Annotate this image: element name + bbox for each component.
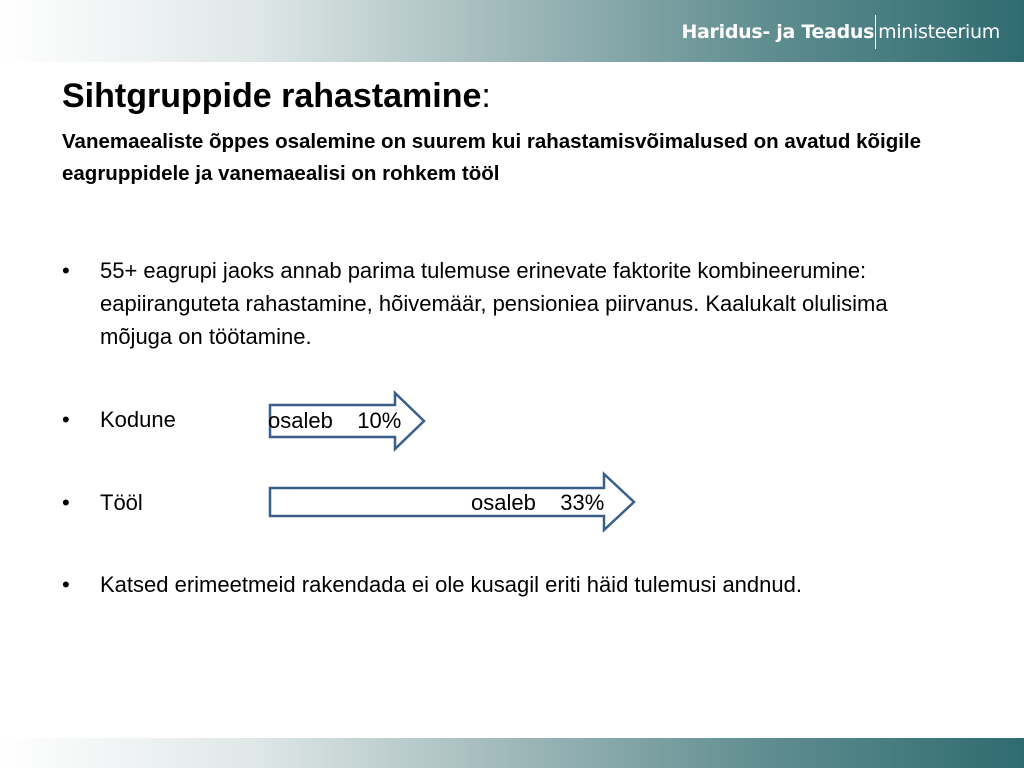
bullet-item	[62, 568, 942, 602]
tool-arrow-label: osaleb 33%	[471, 490, 605, 515]
bullet-marker: •	[62, 572, 70, 597]
logo-divider	[875, 15, 876, 49]
logo-light-text: ministeerium	[878, 21, 1000, 43]
bullet-marker: •	[62, 490, 70, 515]
bullet-item	[62, 403, 942, 437]
slide-title-colon: :	[481, 77, 491, 115]
logo-bold-text: Haridus- ja Teadus	[681, 21, 875, 43]
bullet-marker: •	[62, 407, 70, 432]
bullet-marker: •	[62, 258, 70, 283]
bullet-text: Katsed erimeetmeid rakendada ei ole kusagil eriti häid tulemusi andnud.	[100, 572, 802, 597]
kodune-arrow-label: osaleb 10%	[268, 408, 402, 433]
bullet-text: 55+ eagrupi jaoks annab parima tulemuse erinevate faktorite kombineerumine: eapiiranguteta rahastamine, hõivemäär, pensioniea piirvanus. Kaalukalt olulisima mõjuga on töötamine.	[100, 258, 888, 349]
bullet-text: Tööl	[100, 490, 143, 515]
bullet-item	[62, 254, 942, 354]
footer-band	[0, 738, 1024, 768]
slide-title	[62, 74, 491, 118]
slide-title-text: Sihtgruppide rahastamine	[62, 77, 482, 115]
slide-subtitle: Vanemaealiste õppes osalemine on suurem kui rahastamisvõimalused on avatud kõigile eagruppidele ja vanemaealisi on rohkem tööl	[62, 130, 922, 185]
bullet-text: Kodune	[100, 407, 176, 432]
ministry-logo	[681, 15, 1000, 49]
